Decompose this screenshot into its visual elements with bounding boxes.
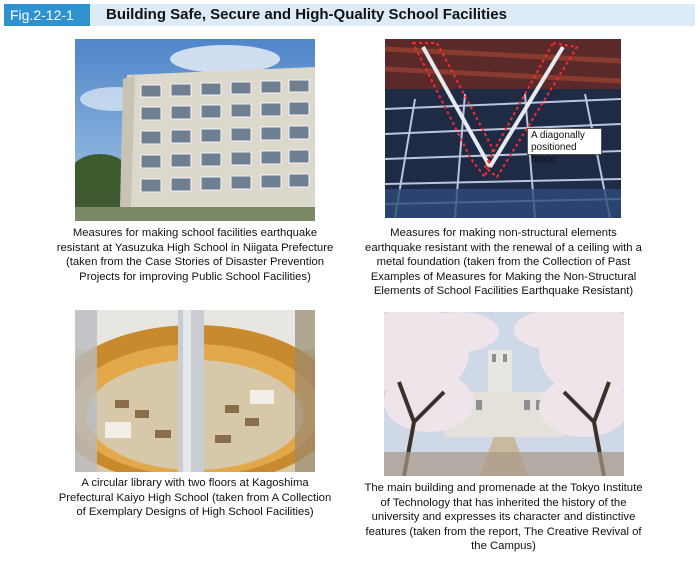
campus-cherry-blossom-photo — [384, 312, 624, 476]
caption-school-building: Measures for making school facilities earthquake resistant at Yasuzuka High School in Niigata Prefecture (taken from the Case Stories of Disaster Prevention Projects for improving Public School Facilities) — [56, 227, 334, 283]
figure-title: Building Safe, Secure and High-Quality School Facilities — [90, 4, 695, 26]
school-building-photo — [75, 39, 315, 221]
circular-library-photo — [75, 310, 315, 472]
brace-callout: A diagonally positioned brace — [527, 128, 602, 155]
caption-ceiling-brace: Measures for making non-structural elements earthquake resistant with the renewal of a ceiling with a metal foundation (taken from the Collection of Past Examples of Measures for Making the Non-Structural Elements of School Facilities Earthquake Resistant) — [365, 227, 642, 297]
ceiling-brace-photo — [385, 39, 621, 218]
figure-header — [0, 0, 700, 30]
caption-circular-library: A circular library with two floors at Kagoshima Prefectural Kaiyo High School (taken from A Collection of Exemplary Designs of High School Facilities) — [58, 477, 332, 518]
caption-campus: The main building and promenade at the Tokyo Institute of Technology that has inherited the history of the university and expresses its character and distinctive features (taken from the report, The Creative Revival of the Campus) — [364, 482, 643, 552]
figure-label: Fig.2-12-1 — [4, 4, 90, 26]
